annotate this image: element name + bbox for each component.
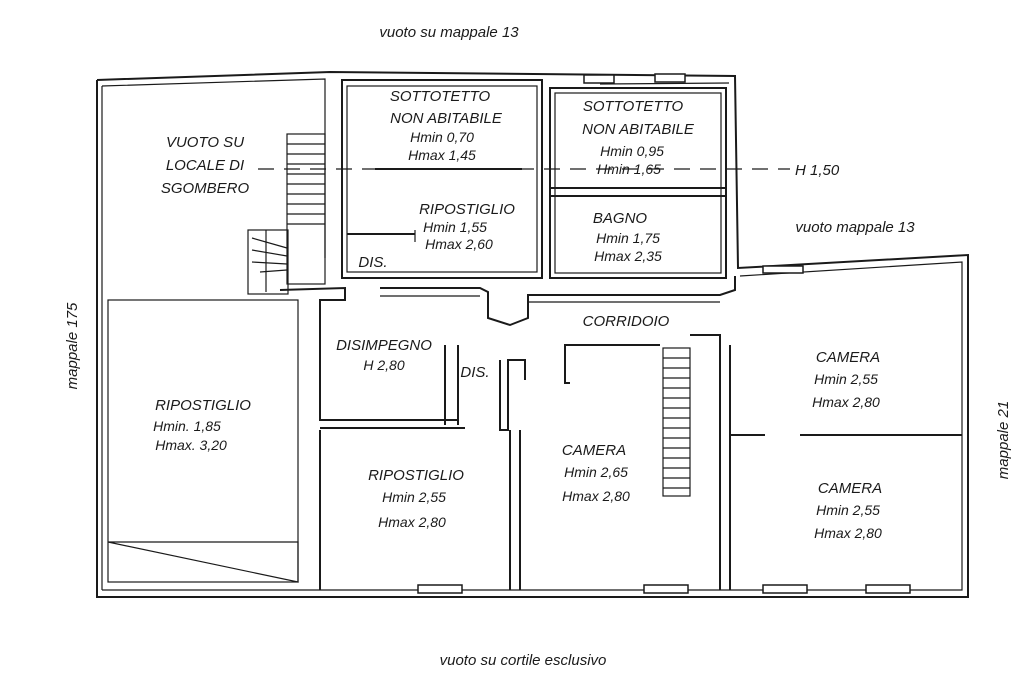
room-hmin: Hmin 1,55 bbox=[423, 219, 487, 235]
label-bottom: vuoto su cortile esclusivo bbox=[439, 652, 607, 669]
room-corridoio: CORRIDOIO bbox=[582, 313, 670, 330]
label-left: mappale 175 bbox=[64, 302, 81, 390]
room-camera-lower-right bbox=[814, 480, 882, 541]
room-name-line: SOTTOTETTO bbox=[389, 88, 491, 105]
room-hmin: Hmin. 1,85 bbox=[153, 418, 221, 434]
room-hmax: Hmax 2,80 bbox=[812, 394, 880, 410]
room-name: DISIMPEGNO bbox=[336, 337, 432, 354]
room-name: RIPOSTIGLIO bbox=[155, 397, 251, 414]
room-hmin: Hmin 2,55 bbox=[816, 502, 880, 518]
label-top: vuoto su mappale 13 bbox=[379, 24, 519, 41]
room-name-line: SGOMBERO bbox=[160, 180, 250, 197]
room-h: H 2,80 bbox=[363, 357, 405, 373]
room-camera-center bbox=[562, 442, 630, 504]
room-sottotetto-2 bbox=[582, 98, 695, 177]
room-name-line: VUOTO SU bbox=[165, 134, 245, 151]
room-hmin: Hmin 0,70 bbox=[410, 129, 474, 145]
label-right-upper: vuoto mappale 13 bbox=[795, 219, 915, 236]
label-right: mappale 21 bbox=[995, 400, 1012, 480]
room-vuoto-sgombero bbox=[161, 134, 250, 197]
room-ripostiglio-left bbox=[153, 397, 251, 453]
room-name-line: LOCALE DI bbox=[165, 157, 245, 174]
room-hmin: Hmin 0,95 bbox=[600, 143, 664, 159]
room-name-line: NON ABITABILE bbox=[582, 121, 694, 138]
room-hmax: Hmax. 3,20 bbox=[155, 437, 227, 453]
room-hmax: Hmin 1,65 bbox=[597, 161, 661, 177]
room-disimpegno bbox=[336, 337, 432, 373]
room-hmax: Hmax 1,45 bbox=[408, 147, 476, 163]
room-name: CAMERA bbox=[817, 480, 883, 497]
room-ripostiglio-bottom bbox=[368, 467, 464, 530]
room-bagno bbox=[593, 210, 662, 264]
room-hmax: Hmax 2,80 bbox=[378, 514, 446, 530]
room-name: RIPOSTIGLIO bbox=[368, 467, 464, 484]
room-name: BAGNO bbox=[592, 210, 648, 227]
room-hmax: Hmax 2,60 bbox=[425, 236, 493, 252]
room-hmax: Hmax 2,35 bbox=[594, 248, 662, 264]
room-hmin: Hmin 2,65 bbox=[564, 464, 628, 480]
room-name-line: NON ABITABILE bbox=[390, 110, 502, 127]
room-name: CAMERA bbox=[815, 349, 881, 366]
room-dis-upper: DIS. bbox=[358, 254, 388, 271]
room-hmin: Hmin 2,55 bbox=[814, 371, 878, 387]
height-line-label: H 1,50 bbox=[795, 162, 840, 179]
center-staircase bbox=[663, 348, 690, 496]
room-hmax: Hmax 2,80 bbox=[562, 488, 630, 504]
room-hmin: Hmin 1,75 bbox=[596, 230, 660, 246]
room-hmin: Hmin 2,55 bbox=[382, 489, 446, 505]
room-hmax: Hmax 2,80 bbox=[814, 525, 882, 541]
room-name: RIPOSTIGLIO bbox=[419, 201, 515, 218]
room-sottotetto-1 bbox=[390, 88, 503, 163]
left-staircase bbox=[248, 134, 325, 294]
room-name-line: SOTTOTETTO bbox=[582, 98, 684, 115]
room-dis-lower: DIS. bbox=[460, 364, 490, 381]
room-camera-upper-right bbox=[812, 349, 880, 410]
room-ripostiglio-upper bbox=[419, 201, 515, 252]
room-name: CAMERA bbox=[561, 442, 627, 459]
